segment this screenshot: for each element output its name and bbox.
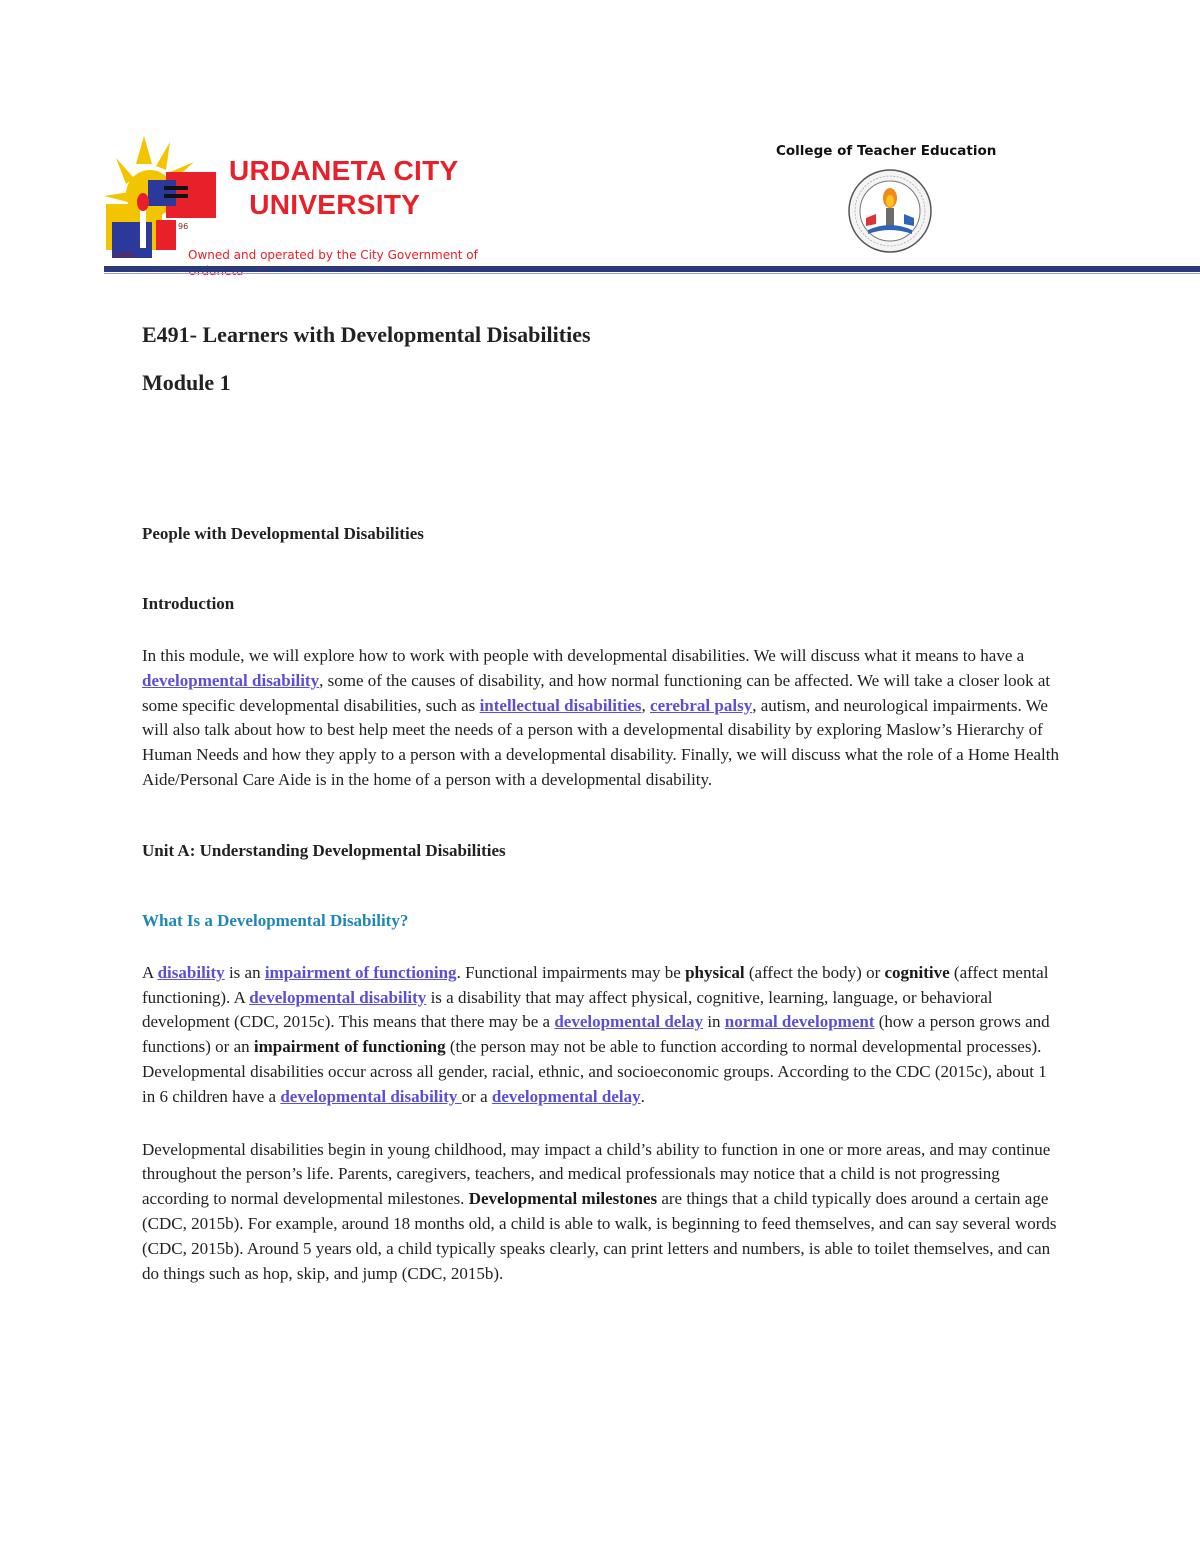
p1-text-2: is an — [224, 962, 265, 982]
intro-text-2: , some of the causes of disability, and how normal functioning can be affected. We will take a closer look at some specific developmental disabilities, such as — [142, 670, 1051, 715]
p1-text-3: . Functional impairments may be — [456, 962, 686, 982]
college-seal — [846, 168, 934, 254]
bold-physical: physical — [685, 962, 745, 982]
p1-text-5: (affect mental functioning). A — [142, 962, 1049, 1007]
document-body — [142, 318, 1062, 1286]
p1-text-11: . — [640, 1086, 645, 1106]
link-developmental-disability[interactable]: developmental disability — [142, 670, 320, 690]
bold-cognitive: cognitive — [884, 962, 950, 982]
p1-text-9: (the person may not be able to function according to normal developmental processes). Developmental disabilities occur across all gender, racial, ethnic, and socioeconomic groups. According to the CDC (2015c), about 1 in 6 children have a — [142, 1037, 1047, 1106]
link-intellectual-disabilities[interactable]: intellectual disabilities — [479, 695, 642, 715]
header-divider-thin — [104, 273, 1200, 274]
p2-text-1: Developmental disabilities begin in young childhood, may impact a child’s ability to function in one or more areas, and may continue throughout the person’s life. Parents, caregivers, teachers, and medical professionals may notice that a child is not progressing according to normal developmental milestones. — [142, 1139, 1051, 1209]
p1-text-10: or a — [461, 1086, 492, 1106]
link-normal-development[interactable]: normal development — [724, 1012, 875, 1032]
header-divider — [104, 266, 1200, 272]
unit-heading: Unit A: Understanding Developmental Disabilities — [142, 840, 506, 860]
p1-text-1: A — [142, 962, 158, 982]
link-developmental-delay[interactable]: developmental delay — [554, 1012, 704, 1032]
intro-text-1: In this module, we will explore how to work with people with developmental disabilities. We will discuss what it means to have a — [142, 646, 1025, 665]
university-logo — [104, 136, 224, 260]
milestones-paragraph — [142, 1138, 1062, 1287]
course-title: E491- Learners with Developmental Disabilities — [142, 322, 591, 347]
introduction-paragraph — [142, 644, 1062, 793]
p1-text-4: (affect the body) or — [744, 962, 885, 982]
intro-text-3: , — [641, 695, 651, 715]
link-disability[interactable]: disability — [157, 962, 225, 982]
link-developmental-disability-2[interactable]: developmental disability — [249, 987, 427, 1007]
university-name-line1: URDANETA CITY — [229, 155, 459, 186]
bold-developmental-milestones: Developmental milestones — [468, 1189, 658, 1209]
what-is-heading: What Is a Developmental Disability? — [142, 910, 409, 930]
p1-text-6: is a disability that may affect physical, cognitive, learning, language, or behavioral development (CDC, 2015c). This means that there may be a — [142, 987, 993, 1032]
university-name-line2: UNIVERSITY — [249, 189, 421, 220]
p2-text-2: are things that a child typically does around a certain age (CDC, 2015b). For example, around 18 months old, a child is able to walk, is beginning to feed themselves, and can say several words (CDC, 2015b). Around 5 years old, a child typically speaks clearly, can print letters and numbers, is able to toilet themselves, and can do things such as hop, skip, and jump (CDC, 2015b). — [142, 1189, 1057, 1283]
link-impairment-of-functioning[interactable]: impairment of functioning — [264, 962, 457, 982]
bold-impairment-of-functioning: impairment of functioning — [253, 1037, 446, 1057]
module-title: Module 1 — [142, 370, 231, 395]
university-name — [229, 154, 458, 222]
section-title: People with Developmental Disabilities — [142, 524, 424, 543]
link-cerebral-palsy[interactable]: cerebral palsy — [650, 695, 753, 715]
link-developmental-delay-2[interactable]: developmental delay — [491, 1086, 641, 1106]
college-name: College of Teacher Education — [776, 143, 997, 159]
introduction-heading: Introduction — [142, 594, 235, 613]
p1-text-8: (how a person grows and functions) or an — [142, 1012, 1050, 1057]
logo-year-left: 1966 — [113, 251, 134, 260]
owned-by-text: Owned and operated by the City Government of — [188, 248, 478, 262]
link-developmental-disability-3[interactable]: developmental disability — [280, 1086, 462, 1106]
logo-year-right: 96 — [178, 222, 189, 231]
definition-paragraph — [142, 961, 1062, 1110]
p1-text-7: in — [703, 1012, 725, 1032]
intro-text-4: , autism, and neurological impairments. We will also talk about how to best help meet the needs of a person with a developmental disability by exploring Maslow’s Hierarchy of Human Needs and how they apply to a person with a developmental disability. Finally, we will discuss what the role of a Home Health Aide/Personal Care Aide is in the home of a person with a developmental disability. — [142, 695, 1060, 789]
